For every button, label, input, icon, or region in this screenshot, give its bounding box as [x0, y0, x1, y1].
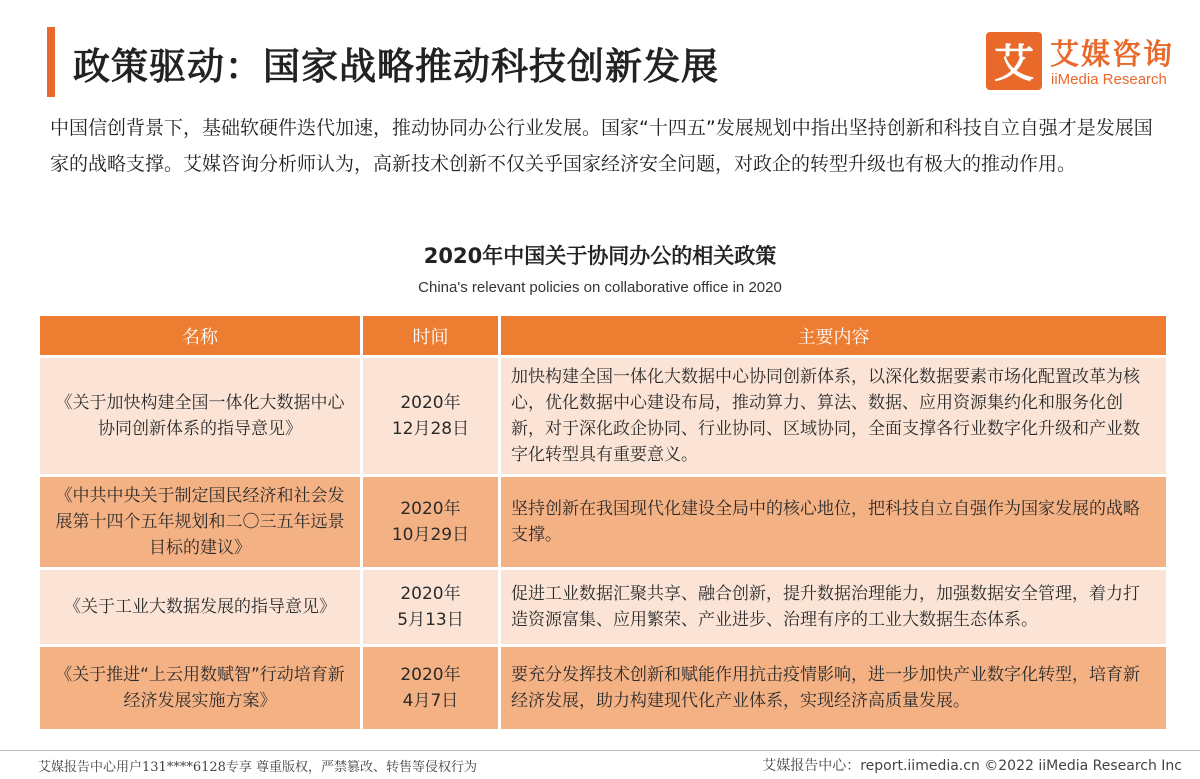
table-title: 2020年中国关于协同办公的相关政策	[423, 244, 777, 268]
footer-source: 艾媒报告中心：report.iimedia.cn ©2022 iiMedia Research Inc	[762, 758, 1182, 774]
column-header-name: 名称	[40, 316, 360, 355]
table-row	[40, 647, 1166, 729]
page-title: 政策驱动：国家战略推动科技创新发展	[73, 45, 719, 88]
policy-name: 《中共中央关于制定国民经济和社会发展第十四个五年规划和二〇三五年远景目标的建议》	[40, 477, 360, 567]
policy-year: 2020年	[400, 499, 461, 519]
policy-day: 4月7日	[402, 691, 459, 711]
policy-date	[363, 477, 498, 567]
logo-mark-icon	[986, 32, 1042, 90]
policy-date	[363, 570, 498, 644]
policy-day: 10月29日	[391, 525, 470, 545]
policy-name: 《关于推进“上云用数赋智”行动培育新经济发展实施方案》	[40, 647, 360, 729]
policy-content: 促进工业数据汇聚共享、融合创新，提升数据治理能力，加强数据安全管理，着力打造资源富集、应用繁荣、产业进步、治理有序的工业大数据生态体系。	[501, 570, 1166, 644]
policy-content: 坚持创新在我国现代化建设全局中的核心地位，把科技自立自强作为国家发展的战略支撑。	[501, 477, 1166, 567]
intro-paragraph: 中国信创背景下，基础软硬件迭代加速，推动协同办公行业发展。国家“十四五”发展规划中指出坚持创新和科技自立自强才是发展国家的战略支撑。艾媒咨询分析师认为，高新技术创新不仅关乎国家经济安全问题，对政企的转型升级也有极大的推动作用。	[50, 117, 1153, 175]
policy-date	[363, 647, 498, 729]
policy-year: 2020年	[400, 393, 461, 413]
policy-date	[363, 358, 498, 474]
policy-table	[37, 313, 1169, 732]
footer-divider	[0, 750, 1200, 751]
table-row	[40, 477, 1166, 567]
policy-day: 5月13日	[397, 610, 464, 630]
policy-year: 2020年	[400, 584, 461, 604]
table-header-row	[40, 316, 1166, 355]
policy-name: 《关于加快构建全国一体化大数据中心协同创新体系的指导意见》	[40, 358, 360, 474]
policy-name: 《关于工业大数据发展的指导意见》	[40, 570, 360, 644]
table-row	[40, 570, 1166, 644]
policy-day: 12月28日	[391, 419, 470, 439]
policy-year: 2020年	[400, 665, 461, 685]
column-header-date: 时间	[363, 316, 498, 355]
table-subtitle: China's relevant policies on collaborative office in 2020	[418, 279, 782, 296]
policy-content: 加快构建全国一体化大数据中心协同创新体系，以深化数据要素市场化配置改革为核心，优化数据中心建设布局，推动算力、算法、数据、应用资源集约化和服务化创新，对于深化政企协同、行业协同、区域协同，全面支撑各行业数字化升级和产业数字化转型具有重要意义。	[501, 358, 1166, 474]
footer-copyright-notice: 艾媒报告中心用户131****6128专享 尊重版权，严禁篡改、转售等侵权行为	[38, 760, 478, 775]
column-header-content: 主要内容	[501, 316, 1166, 355]
policy-content: 要充分发挥技术创新和赋能作用抗击疫情影响，进一步加快产业数字化转型，培育新经济发展，助力构建现代化产业体系，实现经济高质量发展。	[501, 647, 1166, 729]
table-row	[40, 358, 1166, 474]
logo-name-cn: 艾媒咨询	[1050, 37, 1175, 71]
logo-name-en: iiMedia Research	[1051, 71, 1167, 88]
svg-text:艾: 艾	[994, 41, 1034, 87]
title-accent-bar	[47, 27, 55, 97]
